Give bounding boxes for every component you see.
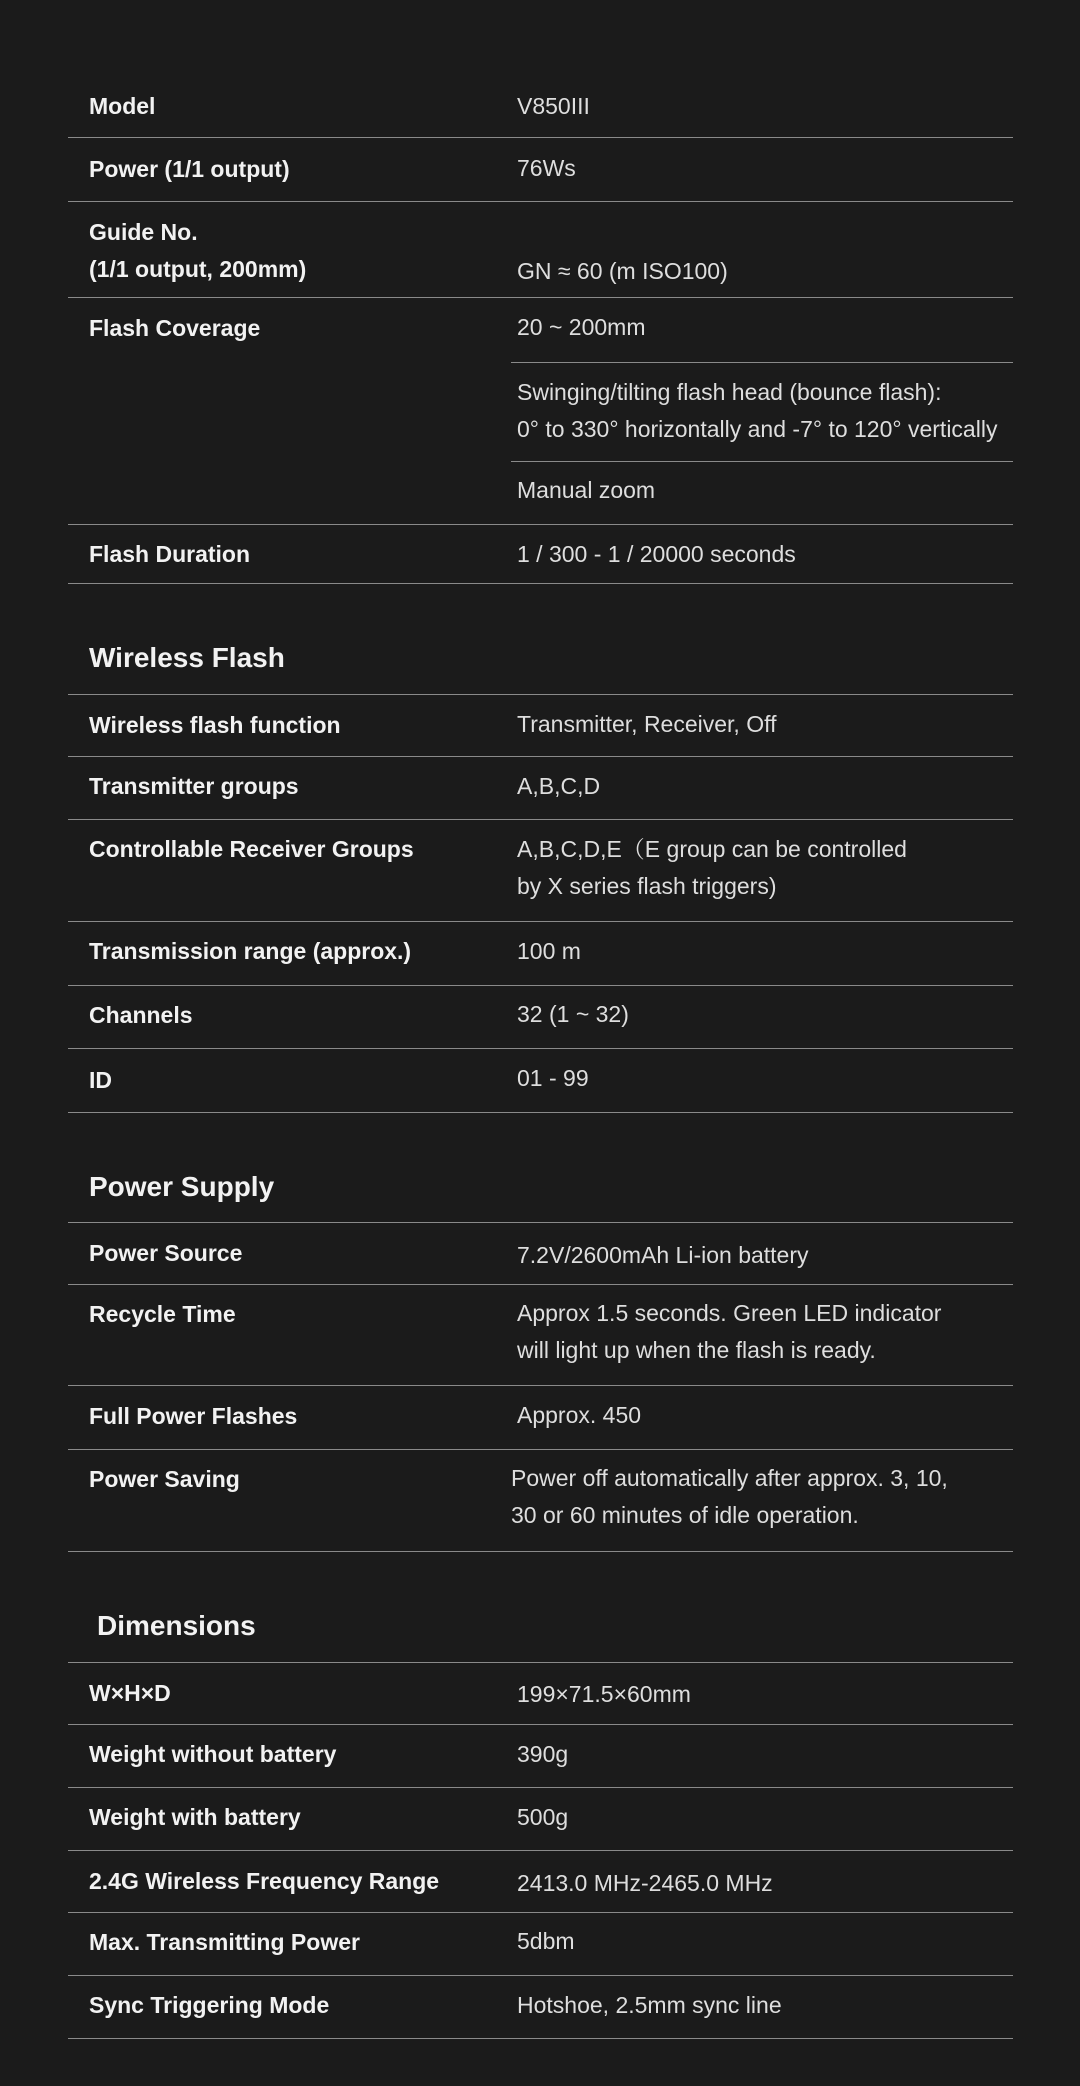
- row-divider: [68, 1551, 1013, 1552]
- spec-value-transmission-range: 100 m: [517, 938, 581, 964]
- row-divider: [68, 137, 1013, 138]
- spec-label-full-power-flashes: Full Power Flashes: [89, 1403, 298, 1429]
- row-divider: [68, 1222, 1013, 1223]
- spec-value-flash-coverage: 20 ~ 200mm: [517, 314, 646, 340]
- spec-value-wireless-function: Transmitter, Receiver, Off: [517, 711, 777, 737]
- spec-value-sync-mode: Hotshoe, 2.5mm sync line: [517, 1992, 782, 2018]
- spec-value-bounce-line1: Swinging/tilting flash head (bounce flash):: [517, 379, 942, 405]
- spec-value-power-saving-line2: 30 or 60 minutes of idle operation.: [511, 1502, 859, 1528]
- spec-value-recycle-time-line2: will light up when the flash is ready.: [517, 1337, 876, 1363]
- spec-label-power-saving: Power Saving: [89, 1466, 240, 1492]
- spec-label-transmitting-power: Max. Transmitting Power: [89, 1929, 360, 1955]
- spec-value-power: 76Ws: [517, 155, 576, 181]
- row-divider: [68, 201, 1013, 202]
- row-divider: [68, 1850, 1013, 1851]
- row-divider: [68, 756, 1013, 757]
- row-divider: [68, 1048, 1013, 1049]
- spec-value-power-saving-line1: Power off automatically after approx. 3, 10,: [511, 1465, 948, 1491]
- spec-label-channels: Channels: [89, 1002, 193, 1028]
- spec-label-guide-no-sub: (1/1 output, 200mm): [89, 256, 307, 282]
- sub-row-divider: [511, 362, 1013, 363]
- section-title-wireless-flash: Wireless Flash: [89, 642, 285, 673]
- spec-value-id: 01 - 99: [517, 1065, 589, 1091]
- sub-row-divider: [511, 461, 1013, 462]
- spec-label-flash-duration: Flash Duration: [89, 541, 251, 567]
- spec-label-frequency-range: 2.4G Wireless Frequency Range: [89, 1868, 440, 1894]
- spec-label-model: Model: [89, 93, 156, 119]
- row-divider: [68, 694, 1013, 695]
- row-divider: [68, 1787, 1013, 1788]
- row-divider: [68, 1385, 1013, 1386]
- spec-value-flash-duration: 1 / 300 - 1 / 20000 seconds: [517, 541, 796, 567]
- spec-value-guide-no: GN ≈ 60 (m ISO100): [517, 258, 728, 284]
- spec-value-transmitting-power: 5dbm: [517, 1928, 575, 1954]
- row-divider: [68, 524, 1013, 525]
- row-divider: [68, 819, 1013, 820]
- spec-label-whd: W×H×D: [89, 1680, 171, 1706]
- spec-label-power: Power (1/1 output): [89, 156, 290, 182]
- spec-value-model: V850III: [517, 93, 590, 119]
- spec-value-zoom: Manual zoom: [517, 477, 656, 503]
- spec-value-recycle-time-line1: Approx 1.5 seconds. Green LED indicator: [517, 1300, 942, 1326]
- spec-label-id: ID: [89, 1067, 112, 1093]
- spec-value-weight-with-battery: 500g: [517, 1804, 569, 1830]
- spec-value-receiver-groups-line1: A,B,C,D,E（E group can be controlled: [517, 836, 907, 862]
- spec-label-flash-coverage: Flash Coverage: [89, 315, 261, 341]
- row-divider: [68, 583, 1013, 584]
- spec-value-weight-without-battery: 390g: [517, 1741, 569, 1767]
- row-divider: [68, 1912, 1013, 1913]
- spec-value-frequency-range: 2413.0 MHz-2465.0 MHz: [517, 1870, 773, 1896]
- spec-label-sync-mode: Sync Triggering Mode: [89, 1992, 330, 2018]
- spec-label-guide-no: Guide No.: [89, 219, 198, 245]
- spec-label-receiver-groups: Controllable Receiver Groups: [89, 836, 414, 862]
- row-divider: [68, 985, 1013, 986]
- spec-label-power-source: Power Source: [89, 1240, 243, 1266]
- row-divider: [68, 1975, 1013, 1976]
- spec-label-wireless-function: Wireless flash function: [89, 712, 341, 738]
- spec-label-weight-without-battery: Weight without battery: [89, 1741, 337, 1767]
- row-divider: [68, 1449, 1013, 1450]
- row-divider: [68, 2038, 1013, 2039]
- spec-label-transmission-range: Transmission range (approx.): [89, 938, 412, 964]
- row-divider: [68, 297, 1013, 298]
- spec-value-whd: 199×71.5×60mm: [517, 1681, 691, 1707]
- row-divider: [68, 921, 1013, 922]
- section-title-dimensions: Dimensions: [97, 1610, 256, 1641]
- spec-label-transmitter-groups: Transmitter groups: [89, 773, 299, 799]
- spec-value-channels: 32 (1 ~ 32): [517, 1001, 629, 1027]
- spec-value-power-source: 7.2V/2600mAh Li-ion battery: [517, 1242, 809, 1268]
- spec-value-bounce-line2: 0° to 330° horizontally and -7° to 120° vertically: [517, 416, 998, 442]
- spec-label-weight-with-battery: Weight with battery: [89, 1804, 301, 1830]
- row-divider: [68, 1112, 1013, 1113]
- spec-value-full-power-flashes: Approx. 450: [517, 1402, 642, 1428]
- spec-value-receiver-groups-line2: by X series flash triggers): [517, 873, 777, 899]
- row-divider: [68, 1284, 1013, 1285]
- spec-value-transmitter-groups: A,B,C,D: [517, 773, 601, 799]
- row-divider: [68, 1662, 1013, 1663]
- row-divider: [68, 1724, 1013, 1725]
- section-title-power-supply: Power Supply: [89, 1171, 275, 1202]
- spec-label-recycle-time: Recycle Time: [89, 1301, 236, 1327]
